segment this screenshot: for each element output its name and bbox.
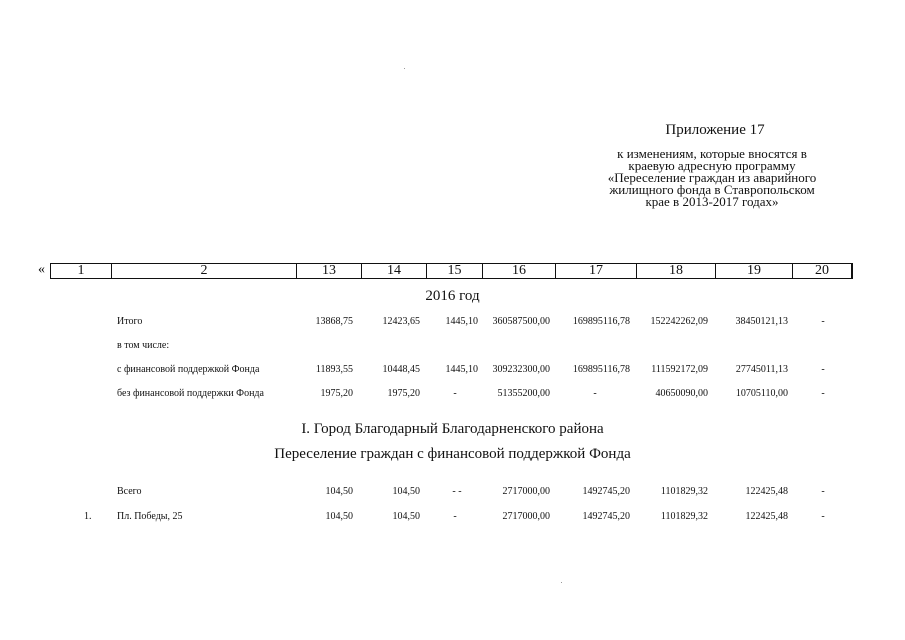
column-number-cell: 15 xyxy=(427,264,483,279)
cell-col20: - xyxy=(821,364,825,375)
cell-col16: 2717000,00 xyxy=(502,511,550,522)
cell-col16: 360587500,00 xyxy=(492,316,550,327)
cell-col15: 1445,10 xyxy=(445,316,478,327)
appendix-caption-line: «Переселение граждан из аварийного xyxy=(607,170,817,185)
cell-col13: 104,50 xyxy=(325,486,353,497)
column-number-table xyxy=(50,263,853,279)
column-number-cell: 20 xyxy=(793,264,853,279)
column-number-cell: 14 xyxy=(362,264,427,279)
column-number-cell: 18 xyxy=(637,264,716,279)
appendix-caption xyxy=(592,148,832,208)
appendix-caption-line: крае в 2013-2017 годах» xyxy=(645,194,779,209)
cell-col13: 11893,55 xyxy=(315,364,353,375)
cell-col13: 104,50 xyxy=(325,511,353,522)
cell-col13: 13868,75 xyxy=(315,316,353,327)
table-row xyxy=(0,511,905,525)
appendix-caption-line: к изменениям, которые вносятся в xyxy=(617,146,807,161)
column-number-cell: 16 xyxy=(483,264,556,279)
cell-col17: 169895116,78 xyxy=(572,364,630,375)
cell-col18: 111592172,09 xyxy=(651,364,708,375)
cell-col17: 1492745,20 xyxy=(582,511,630,522)
appendix-caption-line: жилищного фонда в Ставропольском xyxy=(609,182,815,197)
cell-col18: 1101829,32 xyxy=(660,486,708,497)
table-row xyxy=(0,388,905,402)
scan-speck xyxy=(561,582,562,583)
cell-col14: 10448,45 xyxy=(382,364,420,375)
row-label: Пл. Победы, 25 xyxy=(117,511,183,522)
cell-col14: 104,50 xyxy=(392,511,420,522)
row-label: Всего xyxy=(117,486,142,497)
row-label: с финансовой поддержкой Фонда xyxy=(117,364,260,375)
cell-col18: 1101829,32 xyxy=(660,511,708,522)
section-subtitle: Переселение граждан с финансовой поддержкой Фонда xyxy=(274,446,631,462)
cell-col19: 10705110,00 xyxy=(735,388,788,399)
cell-col15: - xyxy=(453,388,457,399)
appendix-title: Приложение 17 xyxy=(665,122,765,138)
table-row xyxy=(0,486,905,500)
column-number-cell: 2 xyxy=(112,264,297,279)
cell-col20: - xyxy=(821,316,825,327)
open-quote: « xyxy=(38,262,45,277)
cell-col17: 169895116,78 xyxy=(572,316,630,327)
cell-col19: 38450121,13 xyxy=(735,316,788,327)
cell-col20: - xyxy=(821,388,825,399)
cell-col14: 12423,65 xyxy=(382,316,420,327)
appendix-caption-line: краевую адресную программу xyxy=(628,158,796,173)
table-row xyxy=(0,364,905,378)
column-number-cell: 17 xyxy=(556,264,637,279)
table-row xyxy=(0,340,905,354)
scan-speck xyxy=(404,68,405,69)
cell-col18: 152242262,09 xyxy=(650,316,708,327)
column-number-cell: 1 xyxy=(51,264,112,279)
cell-col15: - - xyxy=(452,486,462,497)
cell-col20: - xyxy=(821,511,825,522)
cell-col15: - xyxy=(453,511,457,522)
column-number-row xyxy=(51,264,853,279)
table-row xyxy=(0,316,905,330)
section-title: I. Город Благодарный Благодарненского района xyxy=(301,421,604,437)
column-number-cell: 13 xyxy=(297,264,362,279)
cell-col20: - xyxy=(821,486,825,497)
row-label: в том числе: xyxy=(117,340,170,351)
column-number-header xyxy=(38,262,868,282)
cell-col18: 40650090,00 xyxy=(655,388,708,399)
cell-col13: 1975,20 xyxy=(320,388,353,399)
cell-col14: 1975,20 xyxy=(387,388,420,399)
cell-col14: 104,50 xyxy=(392,486,420,497)
column-number-cell: 19 xyxy=(716,264,793,279)
cell-col16: 2717000,00 xyxy=(502,486,550,497)
cell-col19: 27745011,13 xyxy=(735,364,788,375)
cell-col17: - xyxy=(593,388,597,399)
cell-col15: 1445,10 xyxy=(445,364,478,375)
row-label: Итого xyxy=(117,316,143,327)
row-index: 1. xyxy=(84,511,92,522)
cell-col16: 51355200,00 xyxy=(497,388,550,399)
cell-col17: 1492745,20 xyxy=(582,486,630,497)
cell-col16: 309232300,00 xyxy=(492,364,550,375)
row-label: без финансовой поддержки Фонда xyxy=(117,388,264,399)
cell-col19: 122425,48 xyxy=(745,511,788,522)
year-heading: 2016 год xyxy=(425,288,480,304)
cell-col19: 122425,48 xyxy=(745,486,788,497)
